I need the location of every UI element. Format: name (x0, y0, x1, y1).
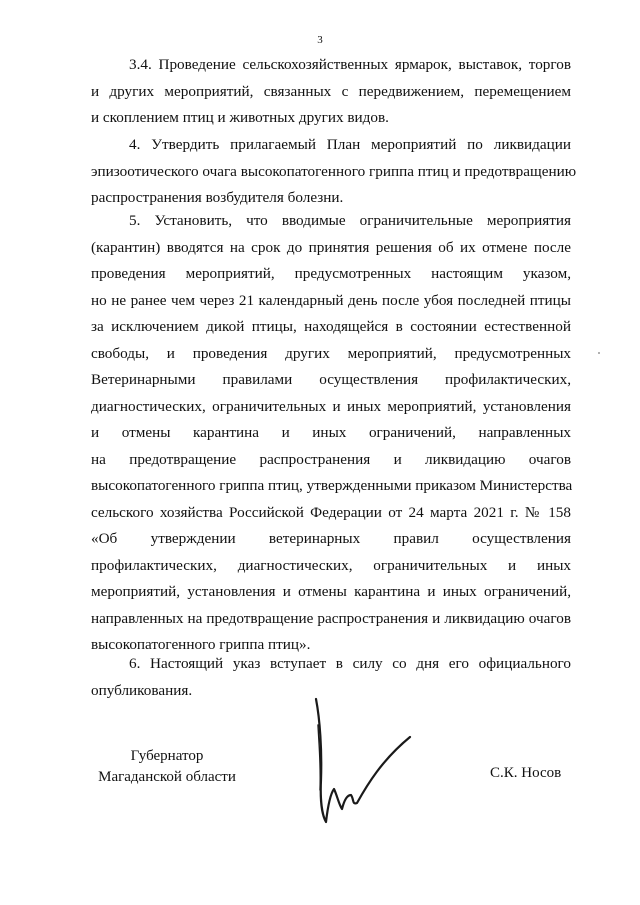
text-line: эпизоотического очага высокопатогенного гриппа птиц и предотвращению (91, 162, 577, 180)
text-line: 3.4. Проведение сельскохозяйственных ярмарок, выставок, торгов (129, 56, 571, 73)
paragraph-4 (91, 132, 577, 212)
text-line: 5. Установить, что вводимые ограничительные мероприятия (129, 212, 571, 229)
text-line: и отмены карантина и иных ограничений, направленных (91, 424, 571, 441)
text-line: высокопатогенного гриппа птиц». (91, 636, 311, 653)
text-line: Ветеринарными правилами осуществления профилактических, (91, 371, 571, 388)
text-line: на предотвращение распространения и ликвидацию очагов (91, 450, 571, 468)
paragraph-3-4 (91, 52, 571, 132)
text-line: высокопатогенного гриппа птиц, утвержденными приказом Министерства (91, 477, 573, 494)
signatory-title (92, 746, 242, 788)
text-line: проведения мероприятий, предусмотренных настоящим указом, (91, 265, 571, 282)
text-line: мероприятий, установления и отмены карантина и иных ограничений, (91, 583, 571, 600)
text-line: за исключением дикой птицы, находящейся в состоянии естественной (91, 318, 571, 335)
text-line: (карантин) вводятся на срок до принятия решения об их отмене после (91, 238, 571, 256)
text-line: опубликования. (91, 681, 193, 699)
signer-name: С.К. Носов (490, 765, 562, 781)
text-line: диагностических, ограничительных и иных мероприятий, установления (91, 397, 571, 415)
text-line: «Об утверждении ветеринарных правил осуществления (91, 530, 571, 547)
text-line: профилактических, диагностических, ограничительных и иных (91, 556, 571, 574)
scan-speck (598, 352, 600, 354)
text-line: свободы, и проведения других мероприятий, предусмотренных (91, 344, 571, 362)
text-line: но не ранее чем через 21 календарный день после убоя последней птицы (91, 291, 571, 309)
page-number: 3 (317, 34, 323, 46)
handwritten-signature (312, 695, 422, 830)
text-line: 6. Настоящий указ вступает в силу со дня его официального (129, 655, 571, 672)
paragraph-5 (91, 208, 571, 659)
text-line: направленных на предотвращение распространения и ликвидацию очагов (91, 609, 571, 627)
text-line: и других мероприятий, связанных с передвижением, перемещением (91, 82, 571, 100)
text-line: сельского хозяйства Российской Федерации от 24 марта 2021 г. № 158 (91, 503, 571, 521)
signatory-title-line2: Магаданской области (98, 769, 236, 785)
text-line: 4. Утвердить прилагаемый План мероприятий по ликвидации (129, 136, 571, 153)
text-line: и скоплением птиц и животных других видов. (91, 109, 389, 126)
signatory-title-line1: Губернатор (130, 748, 204, 764)
text-line: распространения возбудителя болезни. (91, 189, 344, 206)
